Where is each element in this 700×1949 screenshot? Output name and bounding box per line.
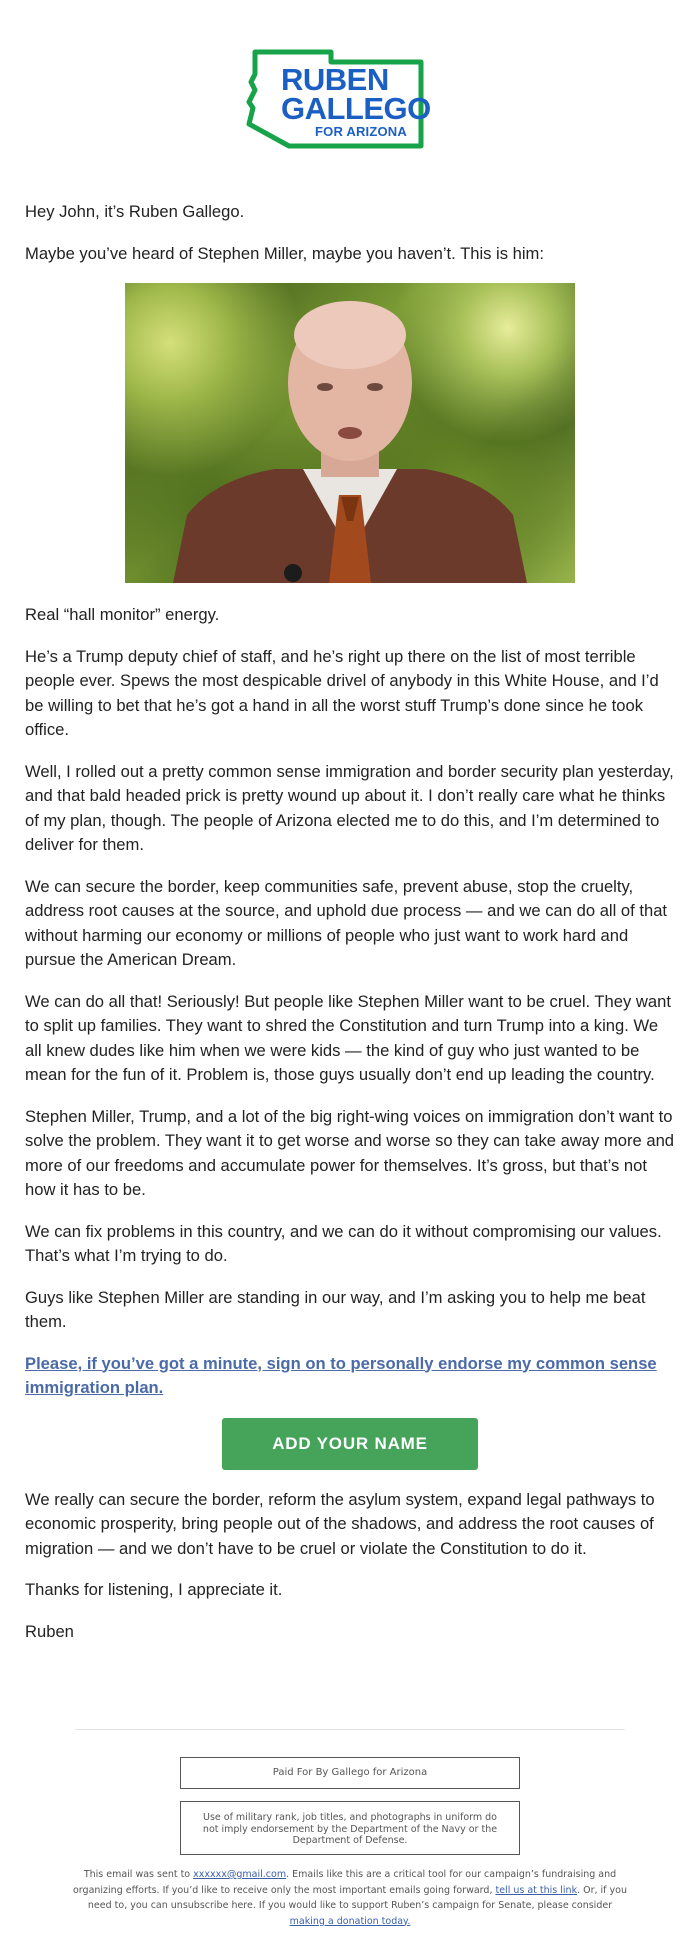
paragraph-2: He’s a Trump deputy chief of staff, and he’s right up there on the list of most terrible people ever. Spews the most despicable drivel of anybody in this White House, and I’d be willing to bet that he’s got a hand in all the worst stuff Trump’s done since he took office. xyxy=(25,646,659,739)
closing-paragraph: We really can secure the border, reform the asylum system, expand legal pathways to economic prosperity, bring people out of the shadows, and address the root causes of migration — and we don’t have to be cruel or violate the Constitution to do it. xyxy=(25,1489,655,1558)
stephen-miller-photo xyxy=(125,283,575,583)
greeting: Hey John, it’s Ruben Gallego. xyxy=(25,202,245,221)
paragraph-7: We can fix problems in this country, and we can do it without compromising our values. That’s what I’m trying to do. xyxy=(25,1221,662,1265)
paid-for-box: Paid For By Gallego for Arizona xyxy=(180,1757,520,1789)
signature: Ruben xyxy=(25,1621,74,1641)
paragraph-6: Stephen Miller, Trump, and a lot of the big right-wing voices on immigration don’t want to solve the problem. They want it to get worse and worse so they can take away more and more of our freedoms and accumulate power for themselves. It’s gross, but that’s not how it has to be. xyxy=(25,1106,675,1199)
email-preferences-link[interactable]: tell us at this link xyxy=(495,1884,578,1896)
paragraph-3: Well, I rolled out a pretty common sense immigration and border security plan yesterday, and that bald headed prick is pretty wound up about it. I don’t really care what he thinks of my plan, though. The people of Arizona elected me to do this, and I’m determined to deliver for them. xyxy=(25,761,674,854)
paragraph-1: Real “hall monitor” energy. xyxy=(25,605,220,624)
thanks-paragraph: Thanks for listening, I appreciate it. xyxy=(25,1580,283,1599)
footer-sent-middle: . Emails like this are a critical tool for our campaign’s fundraising and organizing efforts. If you’d like to receive only the most important emails going forward, xyxy=(72,1869,617,1896)
paragraph-5: We can do all that! Seriously! But people like Stephen Miller want to be cruel. They want to split up families. They want to shred the Constitution and turn Trump into a king. We all knew dudes like him when we were kids — the kind of guy who just wanted to be mean for the fun of it. Problem is, those guys usually don’t end up leading the country. xyxy=(25,991,671,1084)
logo-text-ruben: RUBEN xyxy=(281,62,389,97)
paragraph-4: We can secure the border, keep communities safe, prevent abuse, stop the cruelty, address root causes at the source, and uphold due process — and we can do all of that without harming our economy or millions of people who just want to work hard and pursue the American Dream. xyxy=(25,876,668,969)
portrait-illustration xyxy=(125,283,575,583)
cta-button-row xyxy=(25,1418,675,1470)
endorse-plan-link[interactable]: Please, if you’ve got a minute, sign on to personally endorse my common sense immigration plan. xyxy=(25,1353,657,1397)
paragraph-8: Guys like Stephen Miller are standing in our way, and I’m asking you to help me beat them. xyxy=(25,1287,646,1331)
recipient-email-link[interactable]: xxxxxx@gmail.com xyxy=(193,1869,287,1880)
footer-sent-prefix: This email was sent to xyxy=(83,1869,194,1880)
add-your-name-button[interactable]: ADD YOUR NAME xyxy=(222,1418,478,1470)
logo-text-gallego: GALLEGO xyxy=(281,91,431,126)
campaign-logo xyxy=(245,48,445,152)
footer-divider xyxy=(75,1729,625,1730)
footer-text xyxy=(70,1867,630,1929)
intro-paragraph: Maybe you’ve heard of Stephen Miller, maybe you haven’t. This is him: xyxy=(25,243,544,263)
email-body xyxy=(25,200,675,1661)
military-disclaimer-box: Use of military rank, job titles, and photographs in uniform do not imply endorsement by the Department of the Navy or the Department of Defense. xyxy=(180,1801,520,1855)
donation-link[interactable]: making a donation today. xyxy=(289,1915,411,1927)
footer-sent-after: . Or, if you need to, you can unsubscribe here. If you would like to support Ruben’s campaign for Senate, please consider xyxy=(87,1884,627,1911)
logo-text-for-arizona: FOR ARIZONA xyxy=(315,124,407,139)
